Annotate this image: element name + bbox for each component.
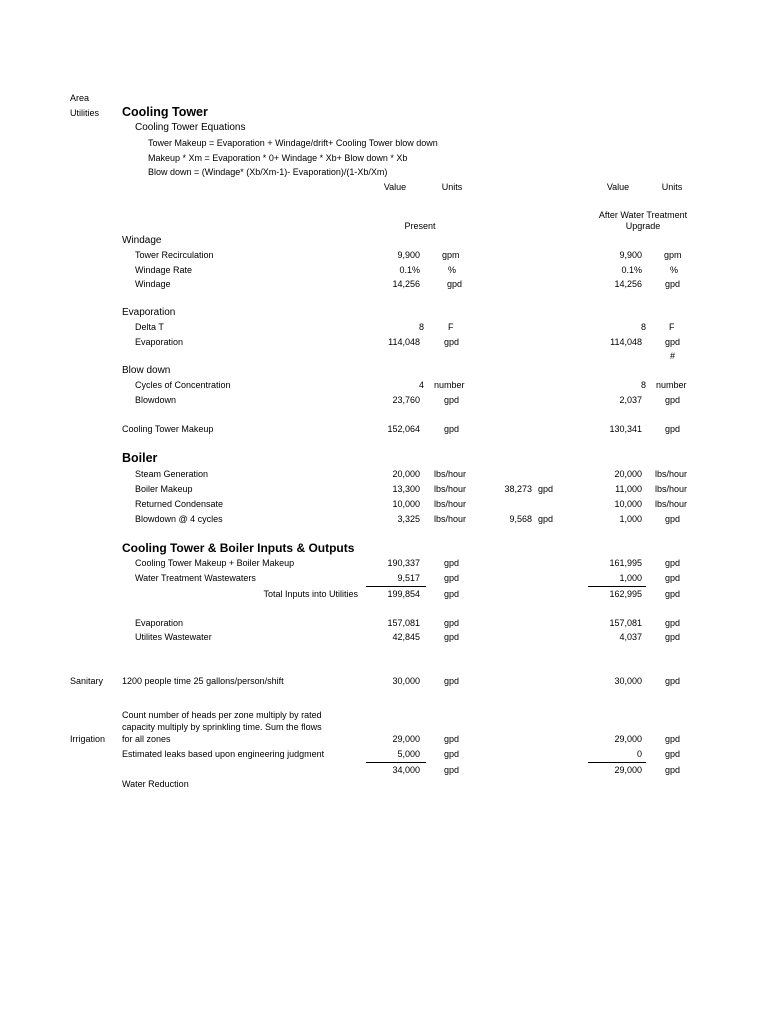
units-present: gpd: [444, 337, 460, 347]
header-units-after: Units: [661, 182, 683, 192]
value-after: 157,081: [609, 618, 642, 628]
units-present: lbs/hour: [434, 499, 467, 509]
irrigation-rule-after: [588, 762, 646, 763]
units-after: %: [670, 265, 679, 275]
units-after: gpd: [665, 676, 681, 686]
value-after: 8: [640, 322, 646, 332]
total-rule-after: [588, 586, 646, 587]
units-present: gpd: [447, 279, 463, 289]
units-after: gpd: [665, 632, 681, 642]
value-after: 29,000: [614, 765, 642, 775]
units-present: gpd: [444, 589, 460, 599]
units-after: gpd: [665, 589, 681, 599]
gpd-conversion-units: gpd: [538, 514, 554, 524]
units-present: gpd: [444, 632, 460, 642]
units-present: lbs/hour: [434, 469, 467, 479]
units-after: gpd: [665, 734, 681, 744]
gpd-conversion-units: gpd: [538, 484, 554, 494]
units-present: lbs/hour: [434, 484, 467, 494]
value-after: 114,048: [610, 337, 642, 347]
units-after: gpd: [665, 337, 681, 347]
row-label: Windage: [135, 279, 171, 289]
units-present: gpd: [444, 765, 460, 775]
row-label: Evaporation: [135, 337, 184, 347]
units-present: gpd: [444, 676, 460, 686]
units-after: gpd: [665, 395, 681, 405]
value-present: 30,000: [392, 676, 420, 686]
value-present: 152,064: [387, 424, 420, 434]
units-after: lbs/hour: [655, 499, 688, 509]
value-after: 162,995: [609, 589, 642, 599]
value-present: 4: [418, 380, 424, 390]
units-present: lbs/hour: [434, 514, 467, 524]
irrigation-label: Irrigation: [70, 734, 106, 744]
irrigation-rule-present: [366, 762, 426, 763]
value-after: 161,995: [609, 558, 642, 568]
value-present: 114,048: [388, 337, 420, 347]
sanitary-label: Sanitary: [70, 676, 104, 686]
row-label: Tower Recirculation: [135, 250, 214, 260]
value-present: 13,300: [392, 484, 420, 494]
equations-title: Cooling Tower Equations: [135, 122, 246, 133]
units-present: gpm: [442, 250, 460, 260]
value-present: 20,000: [392, 469, 420, 479]
value-after: 11,000: [615, 484, 642, 494]
row-label: Returned Condensate: [135, 499, 224, 509]
value-present: 9,900: [397, 250, 420, 260]
evaporation-title: Evaporation: [122, 307, 176, 318]
units-present: gpd: [444, 734, 460, 744]
total-inputs-label: Total Inputs into Utilities: [263, 589, 358, 599]
value-after: 2,037: [619, 395, 642, 405]
value-present: 5,000: [397, 749, 420, 759]
header-after-line2: Upgrade: [625, 221, 661, 231]
units-present: gpd: [444, 395, 460, 405]
value-present: 42,845: [392, 632, 420, 642]
units-after: gpd: [665, 618, 681, 628]
leaks-label: Estimated leaks based upon engineering judgment: [122, 749, 325, 759]
units-after: lbs/hour: [655, 469, 688, 479]
cooling-tower-title: Cooling Tower: [122, 105, 208, 119]
value-after: 30,000: [614, 676, 642, 686]
header-after-line1: After Water Treatment: [598, 210, 688, 220]
area-label: Area: [70, 93, 90, 103]
row-label: Evaporation: [135, 618, 184, 628]
units-after: lbs/hour: [655, 484, 688, 494]
units-present: gpd: [444, 618, 460, 628]
gpd-conversion-value: 38,273: [504, 484, 532, 494]
units-present: %: [448, 265, 457, 275]
units-present: gpd: [444, 749, 460, 759]
value-after: 10,000: [614, 499, 642, 509]
units-after: gpd: [665, 765, 681, 775]
value-after: 20,000: [614, 469, 642, 479]
hash-mark: #: [670, 351, 676, 361]
equation-3: Blow down = (Windage* (Xb/Xm-1)- Evaporation)/(1-Xb/Xm): [148, 167, 388, 177]
irrigation-note-line3: for all zones: [122, 734, 171, 744]
value-present: 23,760: [392, 395, 420, 405]
row-label: Windage Rate: [135, 265, 193, 275]
irrigation-note-line1: Count number of heads per zone multiply by rated: [122, 710, 322, 720]
units-after: gpd: [665, 424, 681, 434]
row-label: Water Treatment Wastewaters: [135, 573, 256, 583]
header-value-present: Value: [383, 182, 407, 192]
io-title: Cooling Tower & Boiler Inputs & Outputs: [122, 541, 355, 555]
value-present: 14,256: [392, 279, 420, 289]
utilities-label: Utilities: [70, 108, 100, 118]
value-present: 199,854: [387, 589, 420, 599]
ct-makeup-label: Cooling Tower Makeup: [122, 424, 214, 434]
value-after: 1,000: [619, 514, 642, 524]
value-after: 1,000: [619, 573, 642, 583]
value-present: 3,325: [397, 514, 420, 524]
value-after: 4,037: [619, 632, 642, 642]
units-present: number: [434, 380, 465, 390]
equation-1: Tower Makeup = Evaporation + Windage/drift+ Cooling Tower blow down: [148, 138, 438, 148]
gpd-conversion-value: 9,568: [509, 514, 532, 524]
row-label: Steam Generation: [135, 469, 209, 479]
windage-title: Windage: [122, 235, 162, 246]
header-present: Present: [404, 221, 436, 231]
value-after: 130,341: [609, 424, 642, 434]
row-label: Delta T: [135, 322, 164, 332]
row-label: Blowdown: [135, 395, 177, 405]
units-after: gpd: [665, 558, 681, 568]
row-label: Boiler Makeup: [135, 484, 193, 494]
row-label: Cycles of Concentration: [135, 380, 231, 390]
header-value-after: Value: [606, 182, 630, 192]
units-present: F: [448, 322, 454, 332]
units-after: gpm: [664, 250, 682, 260]
total-rule-present: [366, 586, 426, 587]
value-after: 8: [640, 380, 646, 390]
blowdown-title: Blow down: [122, 365, 171, 376]
units-after: gpd: [665, 514, 681, 524]
value-after: 0: [636, 749, 642, 759]
units-present: gpd: [444, 424, 460, 434]
value-after: 0.1%: [621, 265, 642, 275]
row-label: Utilites Wastewater: [135, 632, 212, 642]
water-reduction-label: Water Reduction: [122, 779, 189, 789]
units-after: gpd: [665, 573, 681, 583]
sanitary-description: 1200 people time 25 gallons/person/shift: [122, 676, 284, 686]
irrigation-note-line2: capacity multiply by sprinkling time. Sum the flows: [122, 722, 322, 732]
units-after: gpd: [665, 279, 681, 289]
units-present: gpd: [444, 573, 460, 583]
header-units-present: Units: [441, 182, 463, 192]
value-present: 8: [418, 322, 424, 332]
value-after: 29,000: [614, 734, 642, 744]
value-present: 34,000: [392, 765, 420, 775]
boiler-title: Boiler: [122, 451, 158, 465]
value-present: 190,337: [387, 558, 420, 568]
value-present: 0.1%: [399, 265, 420, 275]
value-after: 9,900: [619, 250, 642, 260]
value-present: 10,000: [392, 499, 420, 509]
value-present: 157,081: [387, 618, 420, 628]
units-after: gpd: [665, 749, 681, 759]
units-after: number: [656, 380, 687, 390]
units-present: gpd: [444, 558, 460, 568]
row-label: Cooling Tower Makeup + Boiler Makeup: [135, 558, 295, 568]
value-present: 9,517: [397, 573, 420, 583]
units-after: F: [669, 322, 675, 332]
value-present: 29,000: [392, 734, 420, 744]
equation-2: Makeup * Xm = Evaporation * 0+ Windage * Xb+ Blow down * Xb: [148, 153, 408, 163]
value-after: 14,256: [614, 279, 642, 289]
row-label: Blowdown @ 4 cycles: [135, 514, 223, 524]
